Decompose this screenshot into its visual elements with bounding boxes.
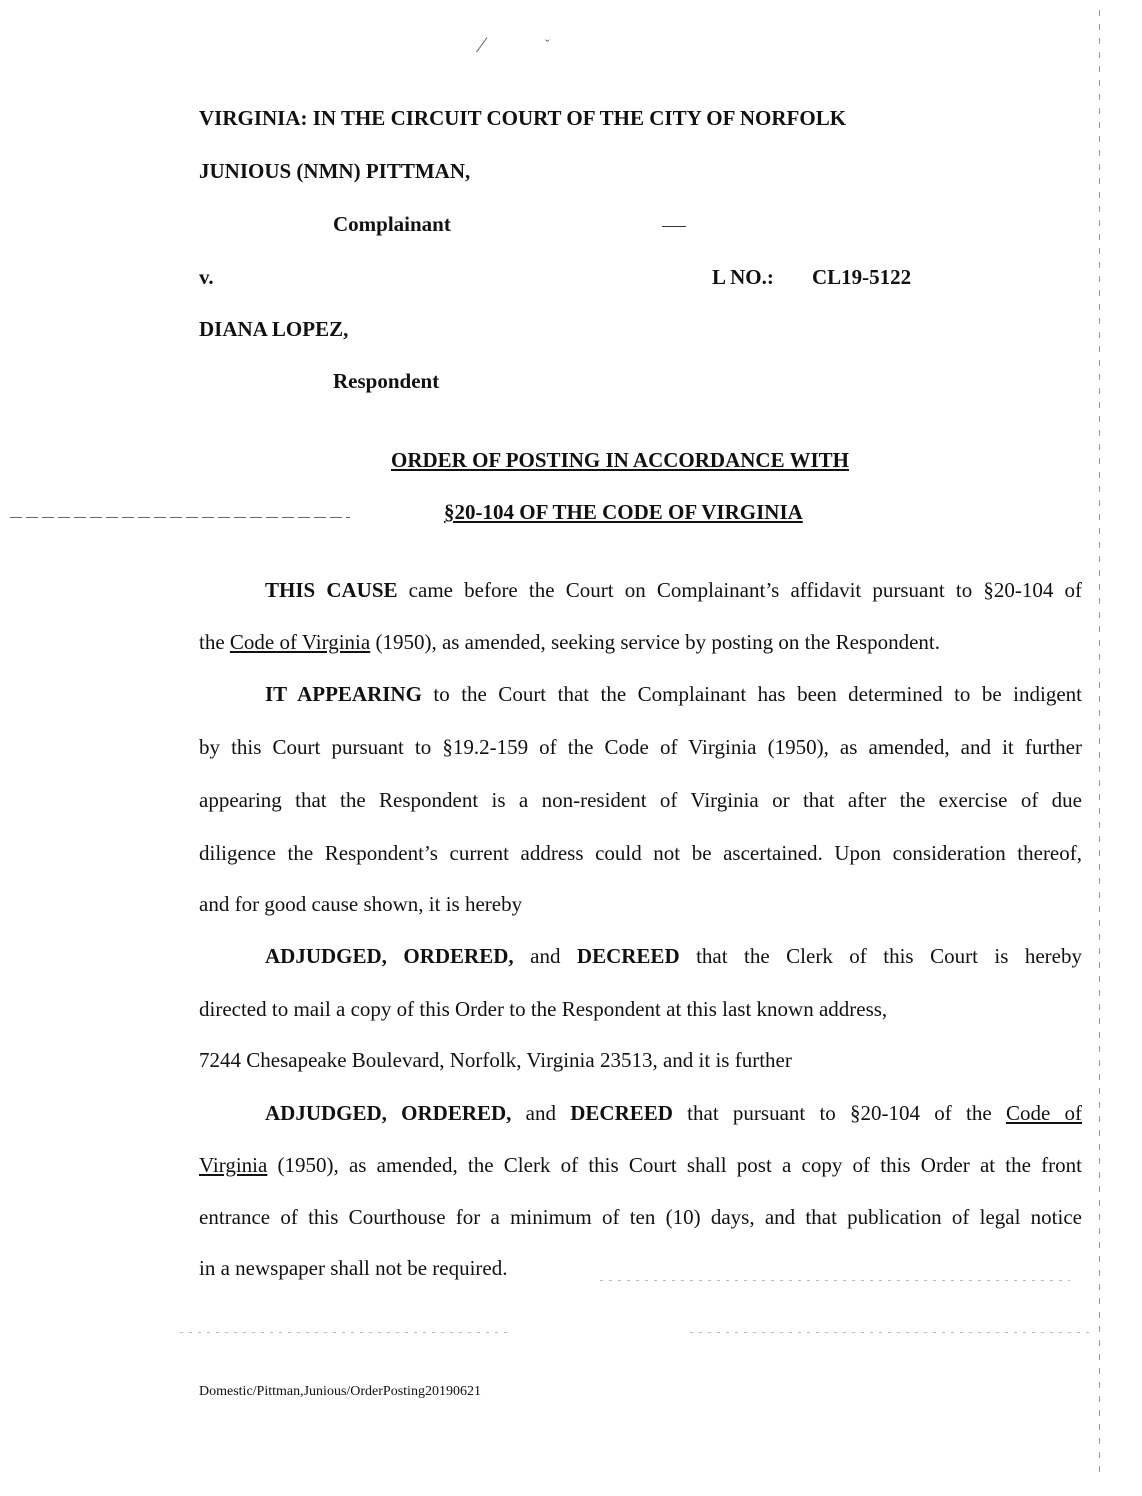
scan-noise <box>600 1280 1070 1281</box>
document-path-footer: Domestic/Pittman,Junious/OrderPosting20190621 <box>199 1384 481 1399</box>
scan-mark <box>662 226 686 227</box>
case-number: CL19-5122 <box>812 265 912 289</box>
paragraph-4-line-4: in a newspaper shall not be required. <box>199 1256 508 1280</box>
paragraph-2-line-4: diligence the Respondent’s current address could not be ascertained. Upon consideration thereof, <box>199 841 1082 865</box>
paragraph-1-line-1: THIS CAUSE came before the Court on Complainant’s affidavit pursuant to §20-104 of <box>265 578 1082 602</box>
paragraph-4-line-1: ADJUDGED, ORDERED, and DECREED that pursuant to §20-104 of the Code of <box>265 1101 1083 1125</box>
scan-mark: ˇ <box>545 38 550 53</box>
order-title-line2: §20-104 OF THE CODE OF VIRGINIA <box>444 500 803 524</box>
paragraph-2-line-3: appearing that the Respondent is a non-resident of Virginia or that after the exercise of due <box>199 788 1082 812</box>
scan-edge-line <box>1099 10 1100 1480</box>
court-heading: VIRGINIA: IN THE CIRCUIT COURT OF THE CITY OF NORFOLK <box>199 106 847 130</box>
paragraph-3-line-1: ADJUDGED, ORDERED, and DECREED that the Clerk of this Court is hereby <box>265 944 1082 968</box>
paragraph-2-line-2: by this Court pursuant to §19.2-159 of the Code of Virginia (1950), as amended, and it further <box>199 735 1082 759</box>
paragraph-4-line-3: entrance of this Courthouse for a minimum of ten (10) days, and that publication of legal notice <box>199 1205 1082 1229</box>
paragraph-2-line-1: IT APPEARING to the Court that the Complainant has been determined to be indigent <box>265 682 1082 706</box>
scan-noise <box>690 1332 1090 1333</box>
versus-label: v. <box>199 265 214 289</box>
paragraph-3-line-2: directed to mail a copy of this Order to the Respondent at this last known address, <box>199 997 888 1021</box>
scan-mark: ⁄ <box>480 32 484 57</box>
case-number-label: L NO.: <box>712 265 774 289</box>
scan-dash-line <box>10 517 350 518</box>
scan-noise <box>180 1332 510 1333</box>
order-title-line1: ORDER OF POSTING IN ACCORDANCE WITH <box>391 448 849 472</box>
paragraph-1-line-2: the Code of Virginia (1950), as amended, seeking service by posting on the Respondent. <box>199 630 940 654</box>
paragraph-4-line-2: Virginia (1950), as amended, the Clerk of this Court shall post a copy of this Order at the front <box>199 1153 1082 1177</box>
paragraph-2-line-5: and for good cause shown, it is hereby <box>199 892 523 916</box>
defendant-name: DIANA LOPEZ, <box>199 317 349 341</box>
plaintiff-role: Complainant <box>333 212 451 236</box>
defendant-role: Respondent <box>333 369 440 393</box>
plaintiff-name: JUNIOUS (NMN) PITTMAN, <box>199 159 471 183</box>
paragraph-3-line-3: 7244 Chesapeake Boulevard, Norfolk, Virginia 23513, and it is further <box>199 1048 792 1072</box>
